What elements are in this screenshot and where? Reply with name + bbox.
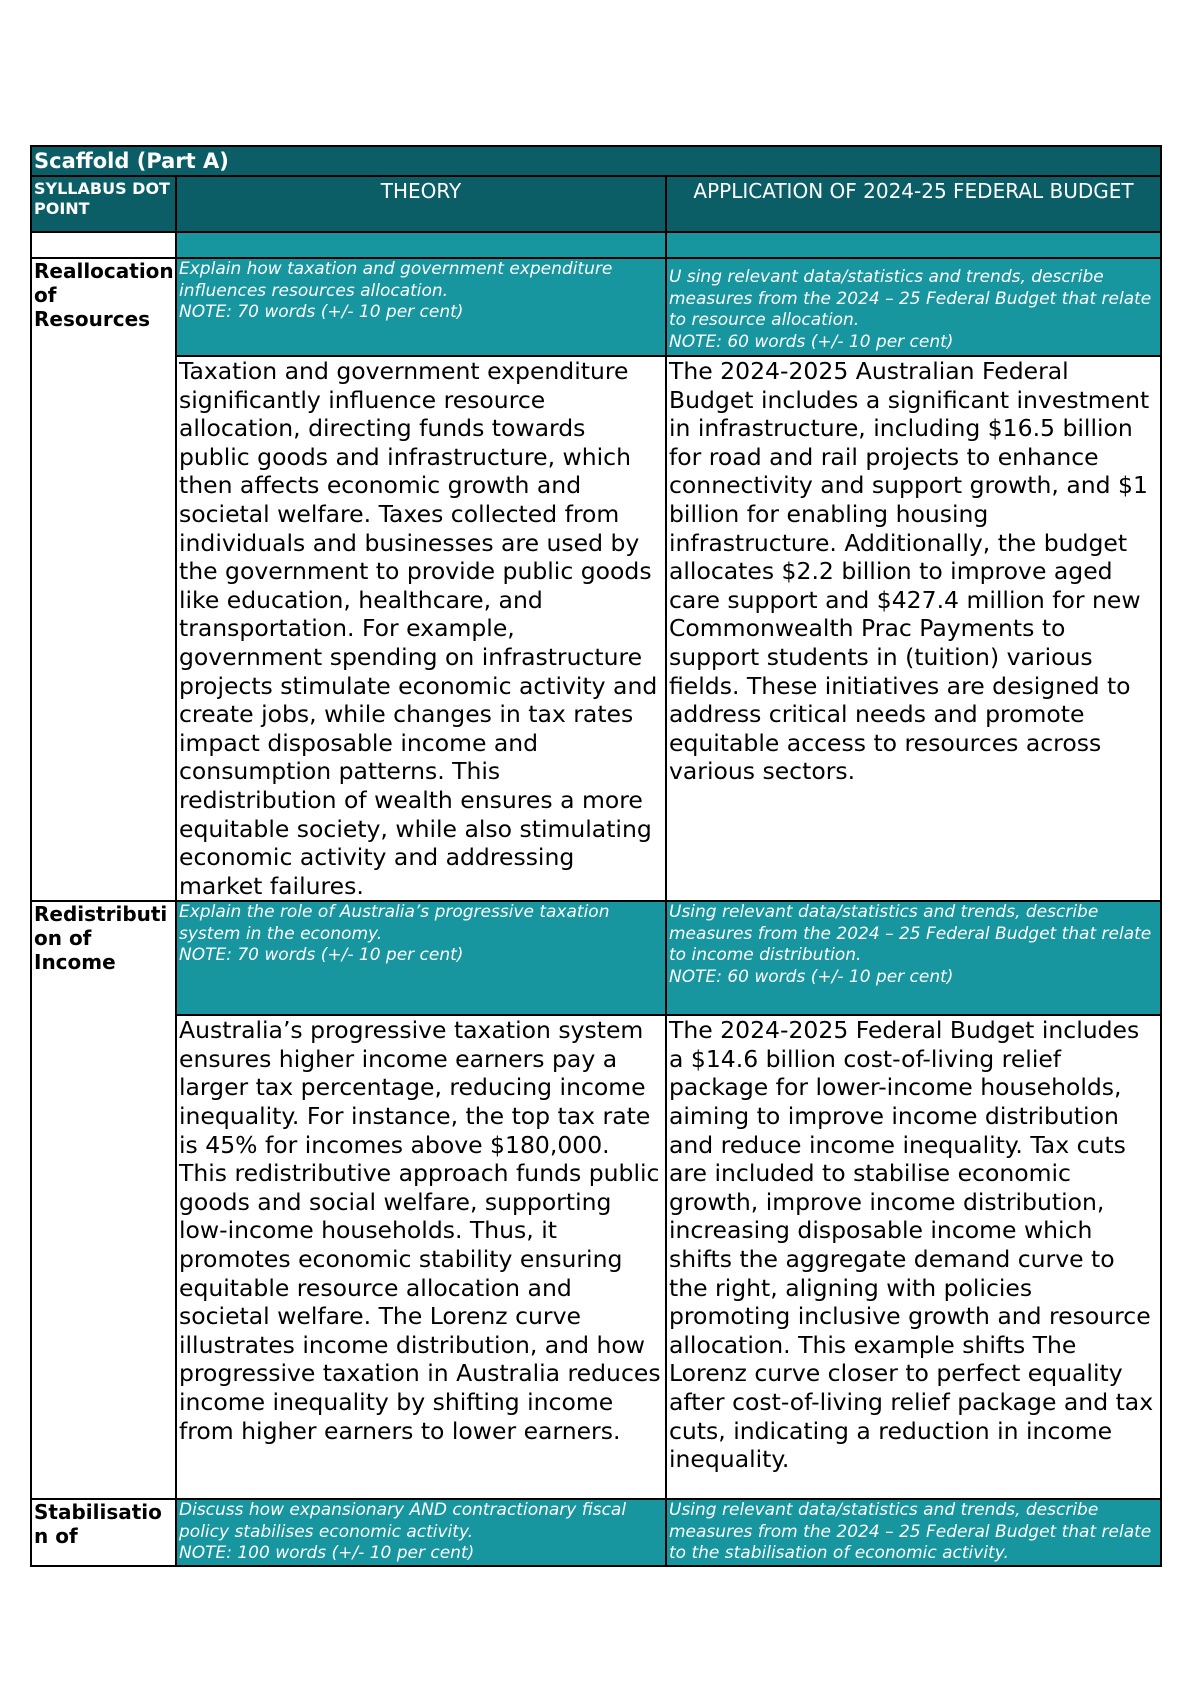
application-instruction-cell [666, 901, 1161, 1015]
application-instruction: Using relevant data/statistics and trends, describe measures from the 2024 – 25 Federal Budget that relate to income distribution. [669, 902, 1152, 966]
theory-instruction-cell [176, 901, 666, 1015]
theory-note: NOTE: 70 words (+/- 10 per cent) [179, 302, 464, 322]
section-instruction-row [31, 1499, 1161, 1566]
header-theory: THEORY [176, 176, 666, 232]
application-response: The 2024-2025 Federal Budget includes a $14.6 billion cost-of-living relief package for lower-income households, aiming to improve income distribution and reduce income inequality. Tax cuts are included to stabilise economic growth, improve income distribution, increasing disposable income which shifts the aggregate demand curve to the right, aligning with policies promoting inclusive growth and resource allocation. This example shifts The Lorenz curve closer to perfect equality after cost-of-living relief package and tax cuts, indicating a reduction in income inequality. [666, 1015, 1161, 1499]
application-note: NOTE: 60 words (+/- 10 per cent) [669, 966, 954, 987]
spacer-row [31, 232, 1161, 258]
application-response: The 2024-2025 Australian Federal Budget includes a significant investment in infrastructure, including $16.5 billion for road and rail projects to enhance connectivity and support growth, and $1 billion for enabling housing infrastructure. Additionally, the budget allocates $2.2 billion to improve aged care support and $427.4 million for new Commonwealth Prac Payments to support students in (tuition) various fields. These initiatives are designed to address critical needs and promote equitable access to resources across various sectors. [666, 356, 1161, 901]
section-instruction-row [31, 258, 1161, 356]
theory-instruction-cell [176, 258, 666, 356]
section-instruction-row [31, 901, 1161, 1015]
scaffold-table [30, 145, 1162, 1567]
dot-point-stabilisation: Stabilisatio n of [31, 1499, 176, 1566]
dot-point-redistribution: Redistributi on of Income [31, 901, 176, 1499]
theory-response: Australia’s progressive taxation system ensures higher income earners pay a larger tax percentage, reducing income inequality. For instance, the top tax rate is 45% for incomes above $180,000. This redistributive approach funds public goods and social welfare, supporting low-income households. Thus, it promotes economic stability ensuring equitable resource allocation and societal welfare. The Lorenz curve illustrates income distribution, and how progressive taxation in Australia reduces income inequality by shifting income from higher earners to lower earners. [176, 1015, 666, 1499]
theory-instruction: Discuss how expansionary AND contractionary fiscal policy stabilises economic activity. [179, 1500, 627, 1542]
application-instruction-cell [666, 1499, 1161, 1566]
theory-response: Taxation and government expenditure significantly influence resource allocation, directing funds towards public goods and infrastructure, which then affects economic growth and societal welfare. Taxes collected from individuals and businesses are used by the government to provide public goods like education, healthcare, and transportation. For example, government spending on infrastructure projects stimulate economic activity and create jobs, while changes in tax rates impact disposable income and consumption patterns. This redistribution of wealth ensures a more equitable society, while also stimulating economic activity and addressing market failures. [176, 356, 666, 901]
theory-note: NOTE: 100 words (+/- 10 per cent) [179, 1543, 475, 1564]
header-row [31, 176, 1161, 232]
section-response-row [31, 1015, 1161, 1499]
header-application: APPLICATION OF 2024-25 FEDERAL BUDGET [666, 176, 1161, 232]
spacer-cell [31, 232, 176, 258]
dot-point-reallocation: Reallocation of Resources [31, 258, 176, 901]
application-instruction-cell [666, 258, 1161, 356]
section-response-row [31, 356, 1161, 901]
header-syllabus: SYLLABUS DOT POINT [31, 176, 176, 232]
theory-note: NOTE: 70 words (+/- 10 per cent) [179, 945, 464, 966]
spacer-cell [666, 232, 1161, 258]
theory-instruction: Explain how taxation and government expenditure influences resources allocation. [179, 259, 613, 301]
application-instruction: U sing relevant data/statistics and trends, describe measures from the 2024 – 25 Federal Budget that relate to resource allocation. [669, 267, 1152, 330]
spacer-cell [176, 232, 666, 258]
theory-instruction: Explain the role of Australia’s progressive taxation system in the economy. [179, 902, 610, 944]
application-note: NOTE: 60 words (+/- 10 per cent) [669, 331, 954, 352]
table-title: Scaffold (Part A) [31, 146, 1161, 176]
application-instruction: Using relevant data/statistics and trends, describe measures from the 2024 – 25 Federal Budget that relate to the stabilisation of economic activity. [669, 1500, 1152, 1564]
theory-instruction-cell [176, 1499, 666, 1566]
title-row [31, 146, 1161, 176]
